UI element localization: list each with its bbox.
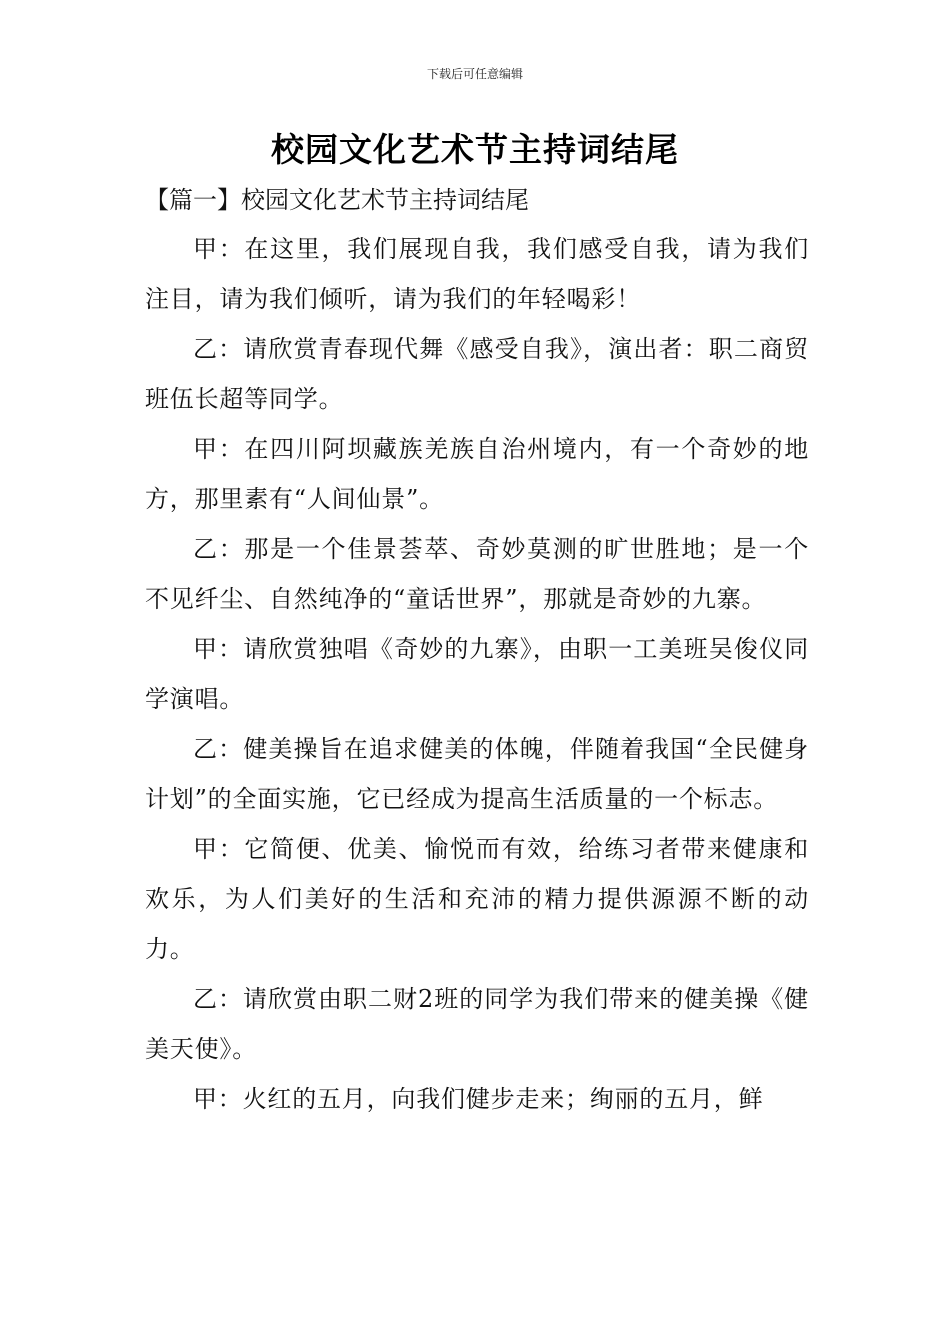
section-heading: 【篇一】校园文化艺术节主持词结尾 <box>145 186 529 214</box>
paragraph: 甲：在四川阿坝藏族羌族自治州境内，有一个奇妙的地方，那里素有“人间仙景”。 <box>145 435 809 513</box>
paragraph: 乙：请欣赏由职二财2班的同学为我们带来的健美操《健美天使》。 <box>145 985 809 1063</box>
header-note: 下载后可任意编辑 <box>426 67 523 81</box>
document-body <box>145 224 809 1124</box>
paragraph: 乙：健美操旨在追求健美的体魄，伴随着我国“全民健身计划”的全面实施，它已经成为提高生活质量的一个标志。 <box>145 735 809 813</box>
paragraph: 乙：那是一个佳景荟萃、奇妙莫测的旷世胜地；是一个不见纤尘、自然纯净的“童话世界”，那就是奇妙的九寨。 <box>145 535 809 613</box>
paragraph: 甲：火红的五月，向我们健步走来；绚丽的五月，鲜 <box>193 1085 764 1113</box>
paragraph: 甲：请欣赏独唱《奇妙的九寨》，由职一工美班吴俊仪同学演唱。 <box>145 635 809 713</box>
paragraph: 乙：请欣赏青春现代舞《感受自我》，演出者：职二商贸班伍长超等同学。 <box>145 335 809 413</box>
paragraph: 甲：在这里，我们展现自我，我们感受自我，请为我们注目，请为我们倾听，请为我们的年轻喝彩！ <box>145 235 809 313</box>
document-title: 校园文化艺术节主持词结尾 <box>271 130 679 169</box>
paragraph: 甲：它简便、优美、愉悦而有效，给练习者带来健康和欢乐，为人们美好的生活和充沛的精力提供源源不断的动力。 <box>145 835 809 963</box>
